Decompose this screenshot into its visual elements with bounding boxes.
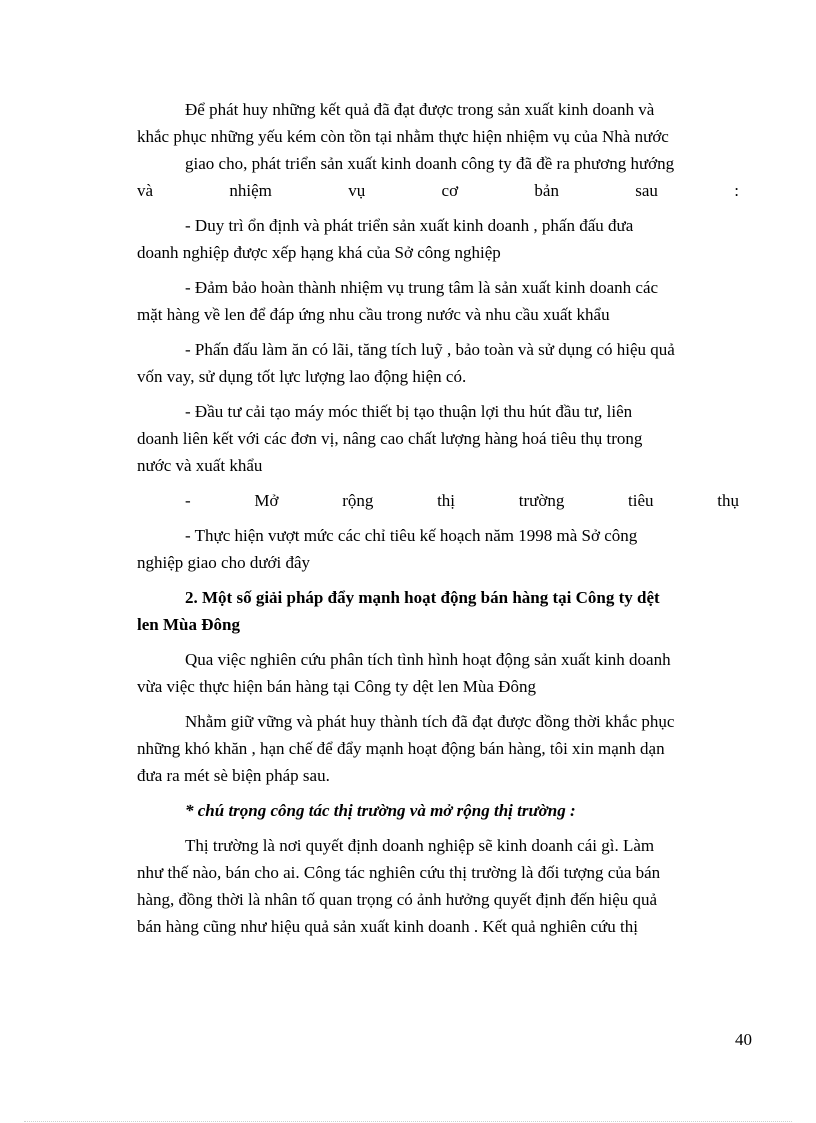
paragraph-bullet-exceed-targets bbox=[137, 522, 739, 576]
text-line: bán hàng cũng như hiệu quả sản xuất kinh doanh . Kết quả nghiên cứu thị bbox=[137, 917, 638, 936]
heading-line: len Mùa Đông bbox=[137, 615, 240, 634]
text-line: hàng, đồng thời là nhân tố quan trọng có ảnh hưởng quyết định đến hiệu quả bbox=[137, 890, 658, 909]
paragraph-direction-intro bbox=[137, 96, 739, 204]
text-line: và nhiệm vụ cơ bản sau : bbox=[137, 181, 739, 200]
text-line: vừa việc thực hiện bán hàng tại Công ty dệt len Mùa Đông bbox=[137, 677, 536, 696]
paragraph-research bbox=[137, 646, 739, 700]
text-line: Để phát huy những kết quả đã đạt được trong sản xuất kinh doanh và bbox=[185, 100, 655, 119]
paragraph-bullet-expand-market bbox=[137, 487, 739, 514]
text-line: doanh liên kết với các đơn vị, nâng cao chất lượng hàng hoá tiêu thụ trong bbox=[137, 429, 643, 448]
text-line: - Mở rộng thị trường tiêu thụ bbox=[185, 491, 739, 510]
text-line: khắc phục những yếu kém còn tồn tại nhằm thực hiện nhiệm vụ của Nhà nước bbox=[137, 127, 669, 146]
subheading bbox=[137, 797, 739, 824]
text-line: đưa ra mét sè biện pháp sau. bbox=[137, 766, 330, 785]
subheading-line: * chú trọng công tác thị trường và mở rộng thị trường : bbox=[185, 801, 576, 820]
page-number: 40 bbox=[735, 1030, 752, 1049]
paragraph-market bbox=[137, 832, 739, 940]
text-line: - Đảm bảo hoàn thành nhiệm vụ trung tâm là sản xuất kinh doanh các bbox=[185, 278, 659, 297]
paragraph-bullet-profit bbox=[137, 336, 739, 390]
text-line: Nhằm giữ vững và phát huy thành tích đã đạt được đồng thời khắc phục bbox=[185, 712, 675, 731]
text-line: nghiệp giao cho dưới đây bbox=[137, 553, 311, 572]
section-heading bbox=[137, 584, 739, 638]
text-line: - Thực hiện vượt mức các chỉ tiêu kế hoạch năm 1998 mà Sở công bbox=[185, 526, 638, 545]
footer-divider bbox=[24, 1121, 792, 1122]
text-line: giao cho, phát triển sản xuất kinh doanh công ty đã đề ra phương hướng bbox=[185, 154, 675, 173]
heading-line: 2. Một số giải pháp đẩy mạnh hoạt động bán hàng tại Công ty dệt bbox=[185, 588, 660, 607]
text-line: doanh nghiệp được xếp hạng khá của Sở công nghiệp bbox=[137, 243, 501, 262]
text-line: - Đầu tư cải tạo máy móc thiết bị tạo thuận lợi thu hút đầu tư, liên bbox=[185, 402, 633, 421]
paragraph-bullet-maintain bbox=[137, 212, 739, 266]
text-line: Qua việc nghiên cứu phân tích tình hình hoạt động sản xuất kinh doanh bbox=[185, 650, 671, 669]
paragraph-bullet-invest bbox=[137, 398, 739, 479]
text-line: mặt hàng về len để đáp ứng nhu cầu trong nước và nhu cầu xuất khẩu bbox=[137, 305, 610, 324]
text-line: vốn vay, sử dụng tốt lực lượng lao động hiện có. bbox=[137, 367, 467, 386]
text-line: như thế nào, bán cho ai. Công tác nghiên cứu thị trường là đối tượng của bán bbox=[137, 863, 661, 882]
text-line: Thị trường là nơi quyết định doanh nghiệp sẽ kinh doanh cái gì. Làm bbox=[185, 836, 655, 855]
paragraph-measures bbox=[137, 708, 739, 789]
text-line: những khó khăn , hạn chế để đẩy mạnh hoạt động bán hàng, tôi xin mạnh dạn bbox=[137, 739, 665, 758]
paragraph-bullet-ensure bbox=[137, 274, 739, 328]
document-body bbox=[137, 96, 739, 948]
text-line: - Duy trì ổn định và phát triển sản xuất kinh doanh , phấn đấu đưa bbox=[185, 216, 634, 235]
text-line: nước và xuất khẩu bbox=[137, 456, 263, 475]
text-line: - Phấn đấu làm ăn có lãi, tăng tích luỹ , bảo toàn và sử dụng có hiệu quả bbox=[185, 340, 675, 359]
